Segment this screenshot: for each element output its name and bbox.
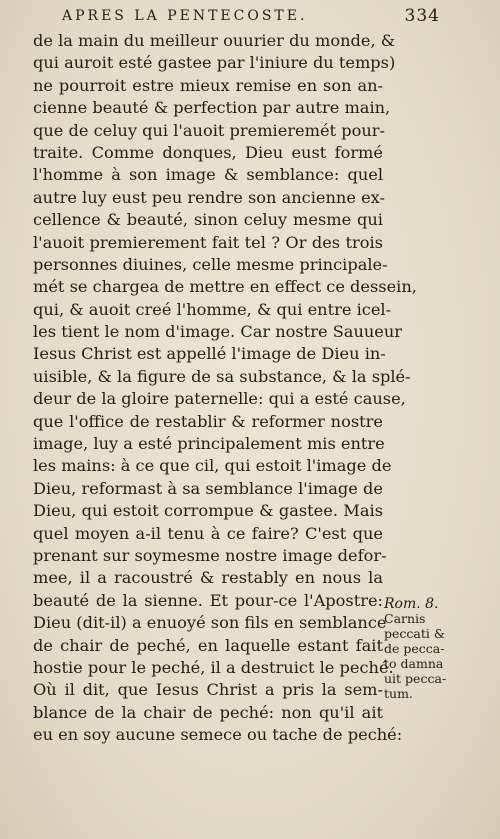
margin-note-line: Carnis bbox=[384, 611, 426, 626]
text-line: beauté de la sienne. Et pour-ce l'Apostre: bbox=[33, 590, 383, 610]
text-line: ne pourroit estre mieux remise en son an- bbox=[33, 75, 383, 95]
text-line: cienne beauté & perfection par autre main, bbox=[33, 98, 391, 118]
text-line: Où il dit, que Iesus Christ a pris la sem- bbox=[33, 680, 383, 700]
margin-note bbox=[384, 611, 454, 701]
text-line: Dieu, qui estoit corrompue & gastee. Mais bbox=[33, 501, 383, 521]
text-line: les mains: à ce que cil, qui estoit l'image de bbox=[33, 456, 392, 476]
text-line: deur de la gloire paternelle: qui a esté cause, bbox=[33, 389, 406, 409]
text-line: uisible, & la figure de sa substance, & la splé- bbox=[33, 366, 411, 386]
text-line: quel moyen a-il tenu à ce faire? C'est que bbox=[33, 523, 383, 543]
page-number: 334 bbox=[404, 6, 440, 26]
margin-note-line: uit pecca- bbox=[384, 671, 447, 686]
text-line: que l'office de restablir & reformer nostre bbox=[33, 411, 383, 431]
text-line: l'homme à son image & semblance: quel bbox=[33, 165, 383, 185]
text-line: mét se chargea de mettre en effect ce dessein, bbox=[33, 277, 417, 297]
text-line: Iesus Christ est appellé l'image de Dieu in- bbox=[33, 344, 386, 364]
text-line: Dieu, reformast à sa semblance l'image de bbox=[33, 478, 383, 498]
text-line: qui, & auoit creé l'homme, & qui entre icel- bbox=[33, 299, 392, 319]
text-line: que de celuy qui l'auoit premieremét pour- bbox=[33, 120, 385, 140]
margin-reference: Rom. 8. bbox=[384, 596, 439, 612]
text-line: hostie pour le peché, il a destruict le peché. bbox=[33, 657, 394, 677]
text-line: personnes diuines, celle mesme principale- bbox=[33, 254, 388, 274]
text-line: mee, il a racoustré & restably en nous la bbox=[33, 568, 383, 588]
text-line: image, luy a esté principalement mis entre bbox=[33, 434, 385, 454]
margin-note-line: to damna bbox=[384, 656, 444, 671]
text-line: traite. Comme donques, Dieu eust formé bbox=[33, 142, 383, 162]
text-line: blance de la chair de peché: non qu'il ait bbox=[33, 702, 383, 722]
running-head: APRES LA PENTECOSTE. bbox=[62, 8, 308, 24]
text-line: autre luy eust peu rendre son ancienne ex- bbox=[33, 187, 385, 207]
text-line: eu en soy aucune semece ou tache de peché: bbox=[33, 725, 403, 745]
margin-note-line: peccati & bbox=[384, 626, 445, 641]
text-line: les tient le nom d'image. Car nostre Sauueur bbox=[33, 322, 403, 342]
text-line: de la main du meilleur ouurier du monde, & bbox=[33, 31, 396, 50]
margin-note-line: de pecca- bbox=[384, 641, 445, 656]
text-line: prenant sur soymesme nostre image defor- bbox=[33, 545, 387, 565]
text-line: de chair de peché, en laquelle estant fait bbox=[33, 635, 383, 655]
page-header bbox=[50, 6, 440, 28]
text-line: cellence & beauté, sinon celuy mesme qui bbox=[33, 210, 383, 230]
text-line: l'auoit premierement fait tel ? Or des trois bbox=[33, 232, 383, 252]
text-line: Dieu (dit-il) a enuoyé son fils en semblance bbox=[33, 613, 387, 633]
margin-note-line: tum. bbox=[384, 686, 413, 701]
text-line: qui auroit esté gastee par l'iniure du temps) bbox=[33, 53, 396, 73]
